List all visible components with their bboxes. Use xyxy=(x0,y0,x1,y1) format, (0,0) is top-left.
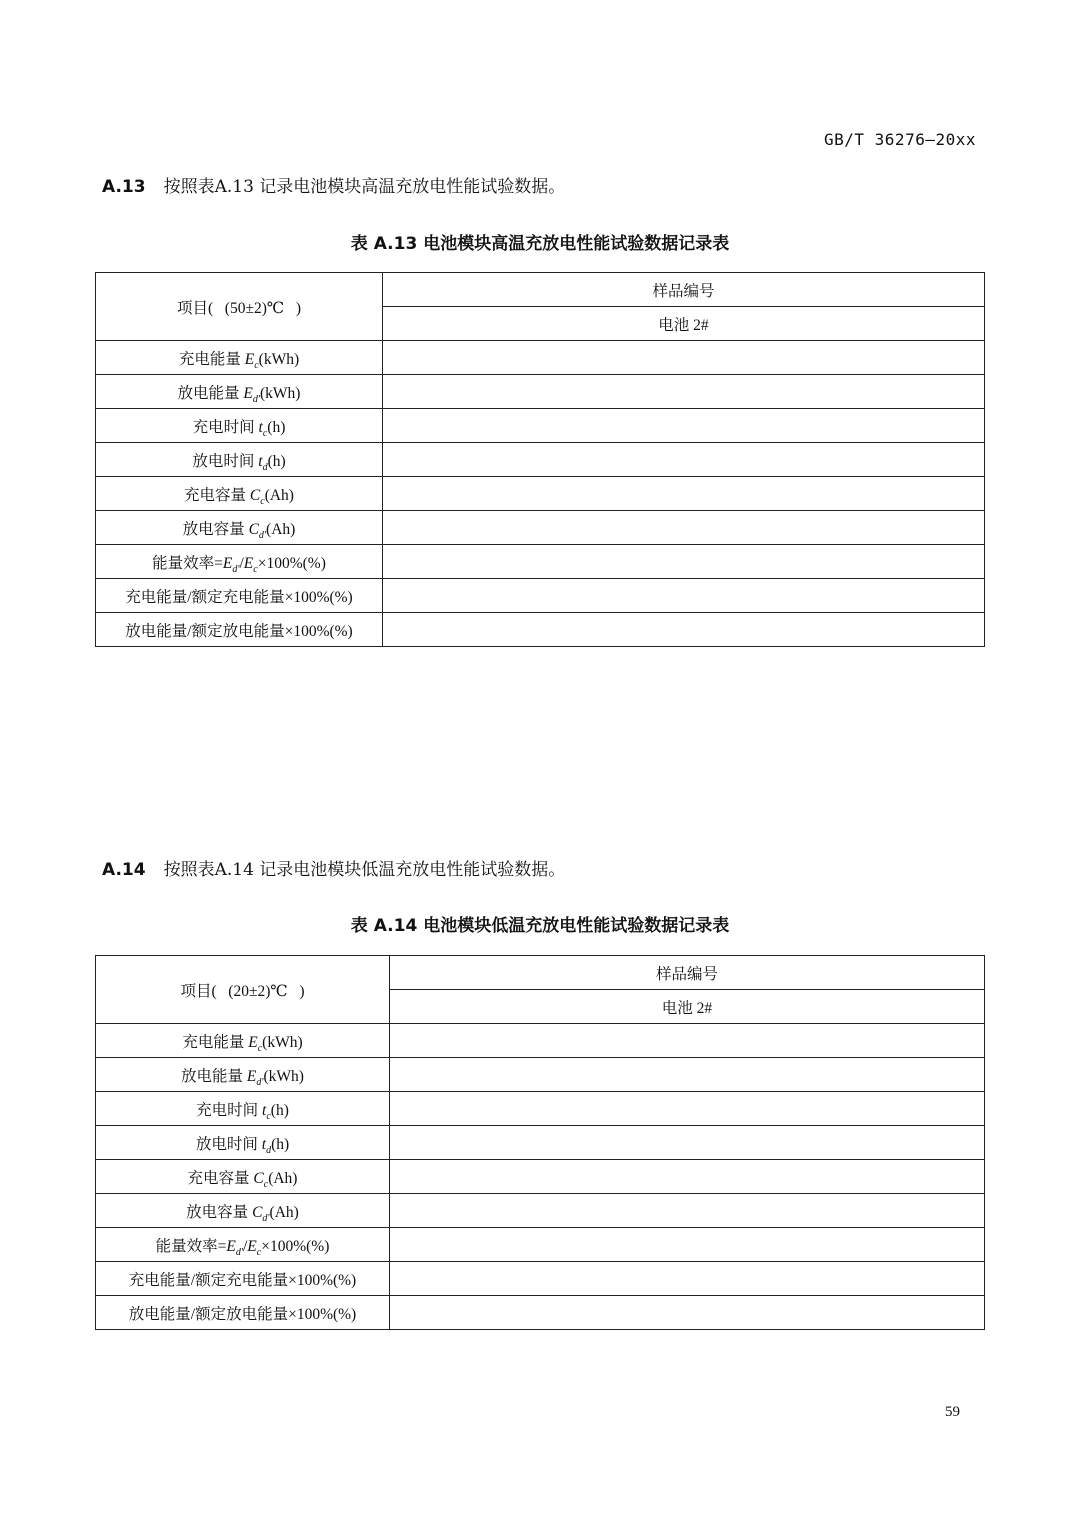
record-table-a13 xyxy=(95,272,985,647)
symbol: t xyxy=(262,1101,267,1119)
label-text: 能量效率= xyxy=(155,1237,227,1255)
value-cell[interactable] xyxy=(383,511,985,545)
table-row xyxy=(96,477,985,511)
table-row xyxy=(96,1228,985,1262)
subscript: d' xyxy=(256,1076,264,1088)
subscript: c xyxy=(256,1246,262,1258)
value-cell[interactable] xyxy=(383,545,985,579)
table-row xyxy=(96,1024,985,1058)
subscript: d' xyxy=(262,1212,270,1224)
value-cell[interactable] xyxy=(390,1160,985,1194)
subscript: c xyxy=(263,1178,269,1190)
table-row xyxy=(96,341,985,375)
row-label xyxy=(96,1092,390,1126)
row-label xyxy=(96,1228,390,1262)
symbol: E xyxy=(246,1067,257,1085)
symbol: E xyxy=(244,350,255,368)
label-suffix: (h) xyxy=(271,1135,290,1153)
label-suffix: ×100%(%) xyxy=(257,554,326,572)
label-text: 能量效率= xyxy=(152,554,223,572)
table-row xyxy=(96,1126,985,1160)
symbol: C xyxy=(249,486,261,504)
value-cell[interactable] xyxy=(390,1228,985,1262)
sample-number-header: 样品编号 xyxy=(390,956,985,990)
symbol: E xyxy=(222,554,233,572)
label-suffix: (kWh) xyxy=(258,350,300,368)
table-row xyxy=(96,579,985,613)
table-row xyxy=(96,409,985,443)
standard-code: GB/T 36276—20xx xyxy=(824,130,976,149)
subscript: c xyxy=(253,563,258,575)
label-text: 放电容量 xyxy=(186,1203,253,1221)
label-suffix: (Ah) xyxy=(269,1203,299,1221)
row-label xyxy=(96,1262,390,1296)
row-label xyxy=(96,1194,390,1228)
value-cell[interactable] xyxy=(383,375,985,409)
table-caption-a13: 表 A.13 电池模块高温充放电性能试验数据记录表 xyxy=(350,234,730,254)
row-label xyxy=(96,1126,390,1160)
label-text: 充电时间 xyxy=(192,418,259,436)
subscript: c xyxy=(262,427,268,439)
label-suffix: / xyxy=(239,554,244,572)
value-cell[interactable] xyxy=(390,1092,985,1126)
table-row xyxy=(96,1262,985,1296)
row-label xyxy=(96,1058,390,1092)
item-header-cell xyxy=(96,273,383,341)
value-cell[interactable] xyxy=(383,409,985,443)
value-cell[interactable] xyxy=(383,443,985,477)
row-label xyxy=(96,409,383,443)
label-suffix: ×100%(%) xyxy=(261,1237,330,1255)
temperature-label: (20±2)℃ xyxy=(228,982,288,1000)
table-row xyxy=(96,375,985,409)
label-text: 放电容量 xyxy=(182,520,249,538)
label-suffix: (kWh) xyxy=(263,1067,304,1085)
close-paren: ) xyxy=(295,299,301,317)
symbol: E xyxy=(243,384,253,402)
table-row xyxy=(96,1092,985,1126)
label-text: 充电能量 xyxy=(178,350,245,368)
page-number: 59 xyxy=(945,1404,960,1420)
item-header-cell xyxy=(96,956,390,1024)
value-cell[interactable] xyxy=(390,1262,985,1296)
label-suffix: (Ah) xyxy=(266,520,296,538)
table-row xyxy=(96,1194,985,1228)
subscript: c xyxy=(266,1110,271,1122)
item-label: 项目( xyxy=(176,299,214,317)
row-label xyxy=(96,511,383,545)
label-text: 放电时间 xyxy=(195,1135,262,1153)
symbol: E xyxy=(226,1237,236,1255)
clause-text: 按照表A.14 记录电池模块低温充放电性能试验数据。 xyxy=(163,860,566,880)
row-label xyxy=(96,1296,390,1330)
label-suffix: (kWh) xyxy=(260,384,301,402)
symbol: E xyxy=(243,554,254,572)
clause-number: A.13 xyxy=(102,177,146,197)
symbol: E xyxy=(247,1237,257,1255)
subscript: d' xyxy=(258,529,267,541)
table-row xyxy=(96,545,985,579)
sample-name-cell: 电池 2# xyxy=(390,990,985,1024)
sample-name-cell: 电池 2# xyxy=(383,307,985,341)
subscript: c xyxy=(257,1042,263,1054)
row-label xyxy=(96,613,383,647)
symbol: t xyxy=(258,418,263,436)
label-text: 放电能量 xyxy=(177,384,244,402)
row-label xyxy=(96,545,383,579)
clause-a13 xyxy=(102,176,565,198)
value-cell[interactable] xyxy=(383,579,985,613)
subscript: c xyxy=(260,495,265,507)
subscript: d xyxy=(262,461,268,473)
label-suffix: (h) xyxy=(267,452,286,470)
label-text: 充电能量/额定充电能量×100%(%) xyxy=(125,588,353,606)
item-label: 项目( xyxy=(180,982,217,1000)
symbol: C xyxy=(248,520,259,538)
table-row xyxy=(96,1160,985,1194)
value-cell[interactable] xyxy=(383,341,985,375)
table-row xyxy=(96,1058,985,1092)
table-row xyxy=(96,1296,985,1330)
label-text: 充电能量/额定充电能量×100%(%) xyxy=(128,1271,357,1289)
label-suffix: (h) xyxy=(267,418,286,436)
value-cell[interactable] xyxy=(390,1194,985,1228)
row-label xyxy=(96,477,383,511)
symbol: C xyxy=(253,1169,264,1187)
label-text: 充电容量 xyxy=(187,1169,254,1187)
label-text: 充电能量 xyxy=(182,1033,249,1051)
label-text: 充电时间 xyxy=(196,1101,263,1119)
clause-number: A.14 xyxy=(102,860,146,880)
symbol: C xyxy=(252,1203,263,1221)
subscript: d' xyxy=(252,393,261,405)
label-text: 放电能量/额定放电能量×100%(%) xyxy=(128,1305,357,1323)
label-suffix: (h) xyxy=(270,1101,289,1119)
row-label xyxy=(96,1024,390,1058)
close-paren: ) xyxy=(299,982,305,1000)
sample-number-header: 样品编号 xyxy=(383,273,985,307)
clause-text: 按照表A.13 记录电池模块高温充放电性能试验数据。 xyxy=(163,177,566,197)
symbol: t xyxy=(258,452,263,470)
clause-a14 xyxy=(102,859,565,881)
subscript: d' xyxy=(232,563,240,575)
subscript: d' xyxy=(235,1246,243,1258)
label-suffix: (kWh) xyxy=(262,1033,303,1051)
label-suffix: (Ah) xyxy=(264,486,294,504)
label-text: 放电能量/额定放电能量×100%(%) xyxy=(125,622,353,640)
label-text: 充电容量 xyxy=(184,486,250,504)
table-row xyxy=(96,613,985,647)
temperature-label: (50±2)℃ xyxy=(224,299,285,317)
label-text: 放电能量 xyxy=(181,1067,247,1085)
row-label xyxy=(96,375,383,409)
value-cell[interactable] xyxy=(383,477,985,511)
value-cell[interactable] xyxy=(390,1024,985,1058)
symbol: t xyxy=(261,1135,267,1153)
record-table-a14 xyxy=(95,955,985,1330)
label-suffix: (Ah) xyxy=(268,1169,298,1187)
symbol: E xyxy=(248,1033,258,1051)
value-cell[interactable] xyxy=(383,613,985,647)
subscript: c xyxy=(254,359,259,371)
table-caption-a14: 表 A.14 电池模块低温充放电性能试验数据记录表 xyxy=(350,916,730,936)
table-row xyxy=(96,443,985,477)
table-row xyxy=(96,511,985,545)
row-label xyxy=(96,579,383,613)
row-label xyxy=(96,341,383,375)
row-label xyxy=(96,443,383,477)
label-suffix: / xyxy=(242,1237,248,1255)
value-cell[interactable] xyxy=(390,1126,985,1160)
value-cell[interactable] xyxy=(390,1296,985,1330)
label-text: 放电时间 xyxy=(192,452,259,470)
value-cell[interactable] xyxy=(390,1058,985,1092)
subscript: d xyxy=(266,1144,272,1156)
row-label xyxy=(96,1160,390,1194)
